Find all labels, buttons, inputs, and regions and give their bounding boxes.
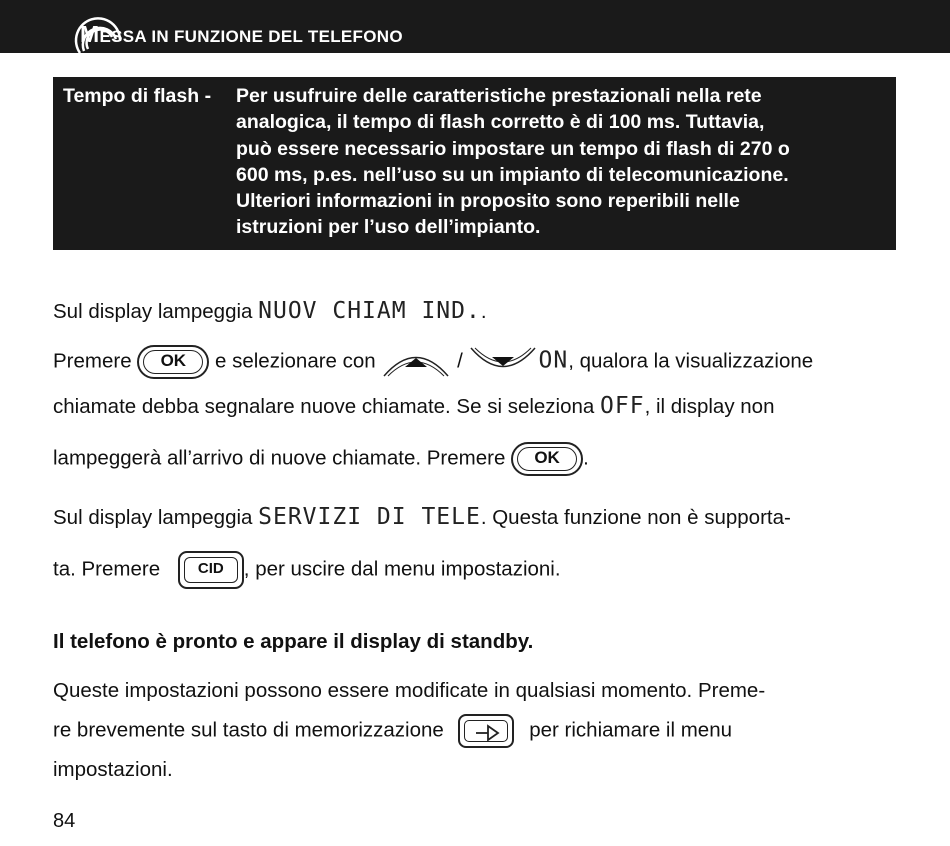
text: per richiamare il menu <box>523 718 733 742</box>
info-line: può essere necessario impostare un tempo di flash di 270 o <box>236 137 790 160</box>
info-line: Per usufruire delle caratteristiche prestazionali nella rete <box>236 85 762 107</box>
standby-statement: Il telefono è pronto e appare il display di standby. <box>53 630 534 653</box>
title-cap: M <box>80 21 100 47</box>
text: chiamate debba segnalare nuove chiamate. Se si seleziona <box>53 395 601 418</box>
lcd-text: OFF <box>600 393 645 419</box>
paragraph-line <box>53 345 813 379</box>
paragraph-line <box>53 393 774 419</box>
cid-key-icon: CID <box>178 551 244 589</box>
nav-up-icon <box>381 345 451 379</box>
info-label: Tempo di flash - <box>63 85 212 107</box>
info-text <box>236 83 886 241</box>
nav-down-icon <box>468 345 538 379</box>
paragraph-line <box>53 714 732 748</box>
text: lampeggerà all’arrivo di nuove chiamate. Premere <box>53 446 512 470</box>
lcd-text: ON <box>538 347 569 374</box>
text: Sul display lampeggia <box>53 506 259 529</box>
text: Sul display lampeggia <box>53 300 259 323</box>
paragraph-line <box>53 298 487 324</box>
info-box <box>53 77 896 250</box>
lcd-text: SERVIZI DI TELE <box>258 504 481 530</box>
lcd-text: NUOV CHIAM IND. <box>258 298 481 324</box>
text: , il display non <box>644 395 775 418</box>
paragraph-line <box>53 551 561 589</box>
text: , qualora la visualizzazione <box>568 349 814 373</box>
page-number: 84 <box>53 810 76 832</box>
ok-key-icon: OK <box>137 345 209 379</box>
text: . Questa funzione non è supporta- <box>480 506 791 529</box>
paragraph-line: impostazioni. <box>53 758 173 781</box>
text: Premere <box>53 349 138 373</box>
text: re brevemente sul tasto di memorizzazione <box>53 718 450 742</box>
info-line: 600 ms, p.es. nell’uso su un impianto di telecomunicazione. <box>236 163 789 186</box>
paragraph-line: Queste impostazioni possono essere modificate in qualsiasi momento. Preme- <box>53 679 766 702</box>
text: , per uscire dal menu impostazioni. <box>243 557 561 581</box>
text: ta. Premere <box>53 557 166 581</box>
text: e selezionare con <box>209 349 382 373</box>
info-line: Ulteriori informazioni in proposito sono reperibili nelle <box>236 190 740 213</box>
text: / <box>451 349 469 373</box>
text: . <box>480 300 487 323</box>
memory-key-icon <box>458 714 514 748</box>
header-bar <box>0 0 950 53</box>
paragraph-line <box>53 442 589 476</box>
section-title <box>80 21 403 48</box>
ok-key-icon: OK <box>511 442 583 476</box>
info-line: analogica, il tempo di flash corretto è di 100 ms. Tuttavia, <box>236 111 765 134</box>
paragraph-line <box>53 504 791 530</box>
title-rest: ESSA IN FUNZIONE DEL TELEFONO <box>99 27 403 46</box>
info-line: istruzioni per l’uso dell’impianto. <box>236 216 541 239</box>
text: . <box>583 446 589 470</box>
